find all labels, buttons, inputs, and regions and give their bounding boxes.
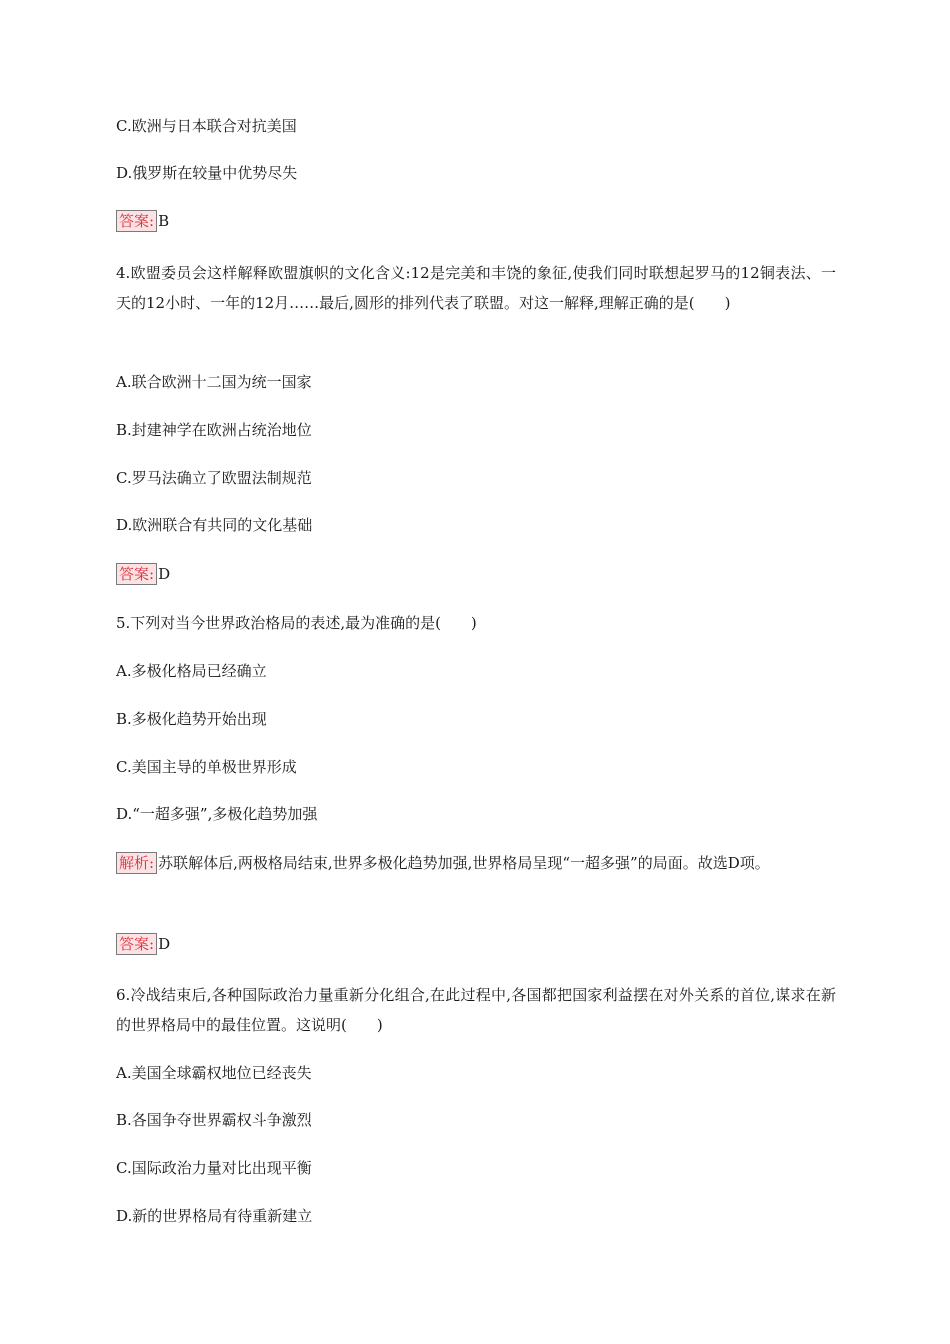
analysis-tag: 解析:	[116, 852, 157, 874]
analysis-text: 苏联解体后,两极格局结束,世界多极化趋势加强,世界格局呈现“一超多强”的局面。故选D项。	[158, 854, 770, 872]
q5-stem: 5.下列对当今世界政治格局的表述,最为准确的是( )	[116, 614, 477, 632]
q4-stem: 4.欧盟委员会这样解释欧盟旗帜的文化含义:12是完美和丰饶的象征,使我们同时联想起罗马的12铜表法、一天的12小时、一年的12月……最后,圆形的排列代表了联盟。对这一解释,理解正确的是( )	[116, 264, 836, 312]
q5-option-d: D.“一超多强”,多极化趋势加强	[116, 805, 318, 823]
q4-answer	[116, 559, 840, 589]
answer-value: B	[158, 212, 170, 230]
q5-analysis	[116, 848, 836, 878]
q4-option-d: D.欧洲联合有共同的文化基础	[116, 516, 313, 534]
q6-option-c: C.国际政治力量对比出现平衡	[116, 1159, 312, 1177]
q5-option-a: A.多极化格局已经确立	[116, 662, 267, 680]
q6-option-d: D.新的世界格局有待重新建立	[116, 1207, 313, 1225]
q4-option-b: B.封建神学在欧洲占统治地位	[116, 421, 312, 439]
q6-option-b: B.各国争夺世界霸权斗争激烈	[116, 1111, 312, 1129]
answer-tag: 答案:	[116, 933, 157, 955]
q6-option-a: A.美国全球霸权地位已经丧失	[116, 1064, 312, 1082]
q3-answer	[116, 206, 840, 236]
q5-option-c: C.美国主导的单极世界形成	[116, 758, 297, 776]
q6-stem: 6.冷战结束后,各种国际政治力量重新分化组合,在此过程中,各国都把国家利益摆在对外关系的首位,谋求在新的世界格局中的最佳位置。这说明( )	[116, 986, 836, 1034]
q4-option-c: C.罗马法确立了欧盟法制规范	[116, 469, 312, 487]
answer-value: D	[158, 565, 171, 583]
q5-option-b: B.多极化趋势开始出现	[116, 710, 267, 728]
answer-tag: 答案:	[116, 563, 157, 585]
q3-option-d: D.俄罗斯在较量中优势尽失	[116, 164, 298, 182]
answer-value: D	[158, 935, 171, 953]
q5-answer	[116, 929, 840, 959]
q3-option-c: C.欧洲与日本联合对抗美国	[116, 117, 297, 135]
answer-tag: 答案:	[116, 210, 157, 232]
q4-option-a: A.联合欧洲十二国为统一国家	[116, 373, 312, 391]
